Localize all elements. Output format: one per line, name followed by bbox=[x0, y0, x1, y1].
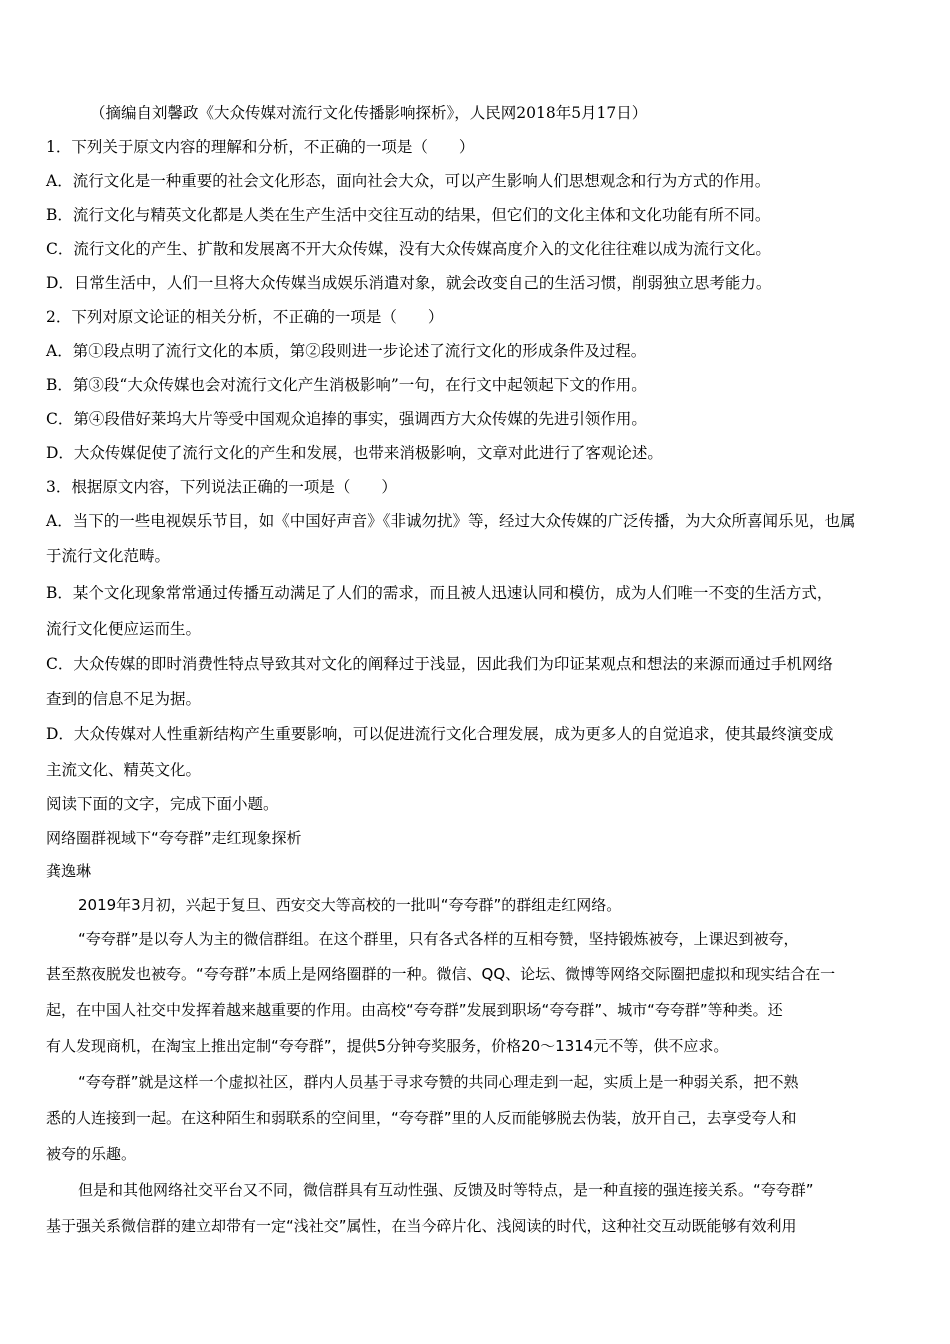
article-paragraph-4-line2: 基于强关系微信群的建立却带有一定“浅社交”属性，在当今碎片化、浅阅读的时代，这种社交互动既能够有效利用 bbox=[46, 1217, 797, 1235]
article-paragraph-3-line1: “夸夸群”就是这样一个虚拟社区，群内人员基于寻求夸赞的共同心理走到一起，实质上是一种弱关系，把不熟 bbox=[78, 1073, 799, 1091]
reading-instruction: 阅读下面的文字，完成下面小题。 bbox=[46, 795, 279, 813]
question-1-option-b: B．流行文化与精英文化都是人类在生产生活中交往互动的结果，但它们的文化主体和文化功能有所不同。 bbox=[46, 206, 771, 224]
article-title: 网络圈群视域下“夸夸群”走红现象探析 bbox=[46, 829, 302, 847]
question-3-stem: 3．根据原文内容，下列说法正确的一项是（ ） bbox=[46, 478, 397, 496]
question-2-stem: 2．下列对原文论证的相关分析，不正确的一项是（ ） bbox=[46, 308, 444, 326]
article-paragraph-1: 2019年3月初，兴起于复旦、西安交大等高校的一批叫“夸夸群”的群组走红网络。 bbox=[78, 896, 622, 914]
question-3-option-d-line1: D．大众传媒对人性重新结构产生重要影响，可以促进流行文化合理发展，成为更多人的自觉追求，使其最终演变成 bbox=[46, 725, 834, 743]
question-1-option-a: A．流行文化是一种重要的社会文化形态，面向社会大众，可以产生影响人们思想观念和行为方式的作用。 bbox=[46, 172, 771, 190]
question-3-option-b-line2: 流行文化便应运而生。 bbox=[46, 620, 202, 638]
article-paragraph-4-line1: 但是和其他网络社交平台又不同，微信群具有互动性强、反馈及时等特点，是一种直接的强连接关系。“夸夸群” bbox=[78, 1181, 814, 1199]
question-3-option-a-line2: 于流行文化范畴。 bbox=[46, 547, 171, 565]
question-1-stem: 1．下列关于原文内容的理解和分析，不正确的一项是（ ） bbox=[46, 138, 475, 156]
article-paragraph-2-line3: 起，在中国人社交中发挥着越来越重要的作用。由高校“夸夸群”发展到职场“夸夸群”、城市“夸夸群”等种类。还 bbox=[46, 1001, 783, 1019]
article-paragraph-2-line4: 有人发现商机，在淘宝上推出定制“夸夸群”，提供5分钟夸奖服务，价格20～1314元不等，供不应求。 bbox=[46, 1037, 729, 1055]
question-3-option-a-line1: A．当下的一些电视娱乐节目，如《中国好声音》《非诚勿扰》等，经过大众传媒的广泛传播，为大众所喜闻乐见，也属 bbox=[46, 512, 856, 530]
question-3-option-c-line2: 查到的信息不足为据。 bbox=[46, 690, 202, 708]
article-author: 龚逸琳 bbox=[46, 862, 92, 880]
article-paragraph-2-line2: 甚至熬夜脱发也被夸。“夸夸群”本质上是网络圈群的一种。微信、QQ、论坛、微博等网络交际圈把虚拟和现实结合在一 bbox=[46, 965, 836, 983]
question-2-option-d: D．大众传媒促使了流行文化的产生和发展，也带来消极影响，文章对此进行了客观论述。 bbox=[46, 444, 663, 462]
question-2-option-a: A．第①段点明了流行文化的本质，第②段则进一步论述了流行文化的形成条件及过程。 bbox=[46, 342, 647, 360]
question-1-option-d: D．日常生活中，人们一旦将大众传媒当成娱乐消遣对象，就会改变自己的生活习惯，削弱独立思考能力。 bbox=[46, 274, 772, 292]
question-2-option-b: B．第③段“大众传媒也会对流行文化产生消极影响”一句，在行文中起领起下文的作用。 bbox=[46, 376, 647, 394]
question-2-option-c: C．第④段借好莱坞大片等受中国观众追捧的事实，强调西方大众传媒的先进引领作用。 bbox=[46, 410, 647, 428]
question-3-option-c-line1: C．大众传媒的即时消费性特点导致其对文化的阐释过于浅显，因此我们为印证某观点和想法的来源而通过手机网络 bbox=[46, 655, 833, 673]
question-1-option-c: C．流行文化的产生、扩散和发展离不开大众传媒，没有大众传媒高度介入的文化往往难以成为流行文化。 bbox=[46, 240, 771, 258]
article-paragraph-3-line2: 悉的人连接到一起。在这种陌生和弱联系的空间里，“夸夸群”里的人反而能够脱去伪装，放开自己，去享受夸人和 bbox=[46, 1109, 797, 1127]
source-note: （摘编自刘馨政《大众传媒对流行文化传播影响探析》，人民网2018年5月17日） bbox=[90, 104, 648, 122]
question-3-option-d-line2: 主流文化、精英文化。 bbox=[46, 761, 202, 779]
article-paragraph-3-line3: 被夸的乐趣。 bbox=[46, 1145, 137, 1163]
question-3-option-b-line1: B．某个文化现象常常通过传播互动满足了人们的需求，而且被人迅速认同和模仿，成为人们唯一不变的生活方式， bbox=[46, 584, 833, 602]
article-paragraph-2-line1: “夸夸群”是以夸人为主的微信群组。在这个群里，只有各式各样的互相夸赞，坚持锻炼被夸，上课迟到被夸， bbox=[78, 930, 799, 948]
